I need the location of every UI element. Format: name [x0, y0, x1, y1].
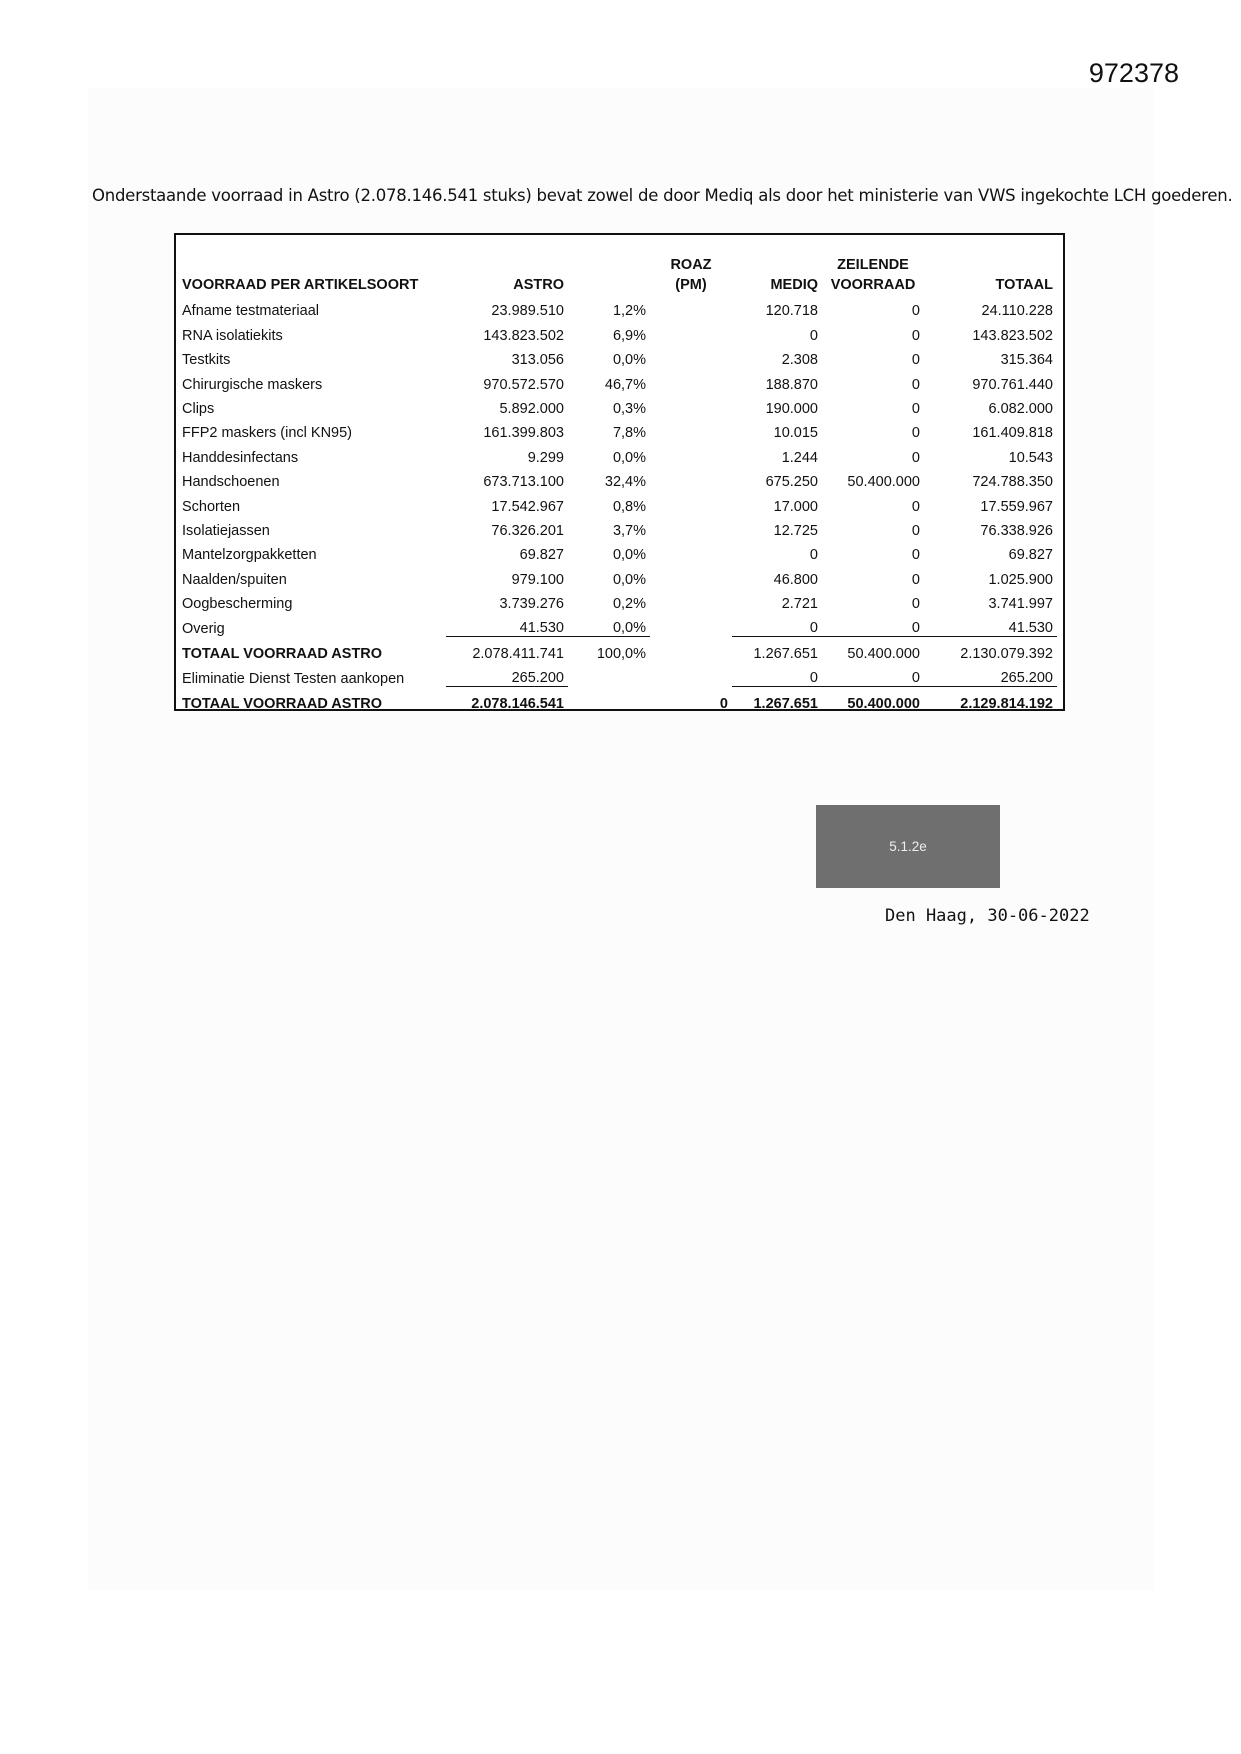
cell-mediq: 190.000 — [765, 400, 818, 417]
cell-pct — [568, 662, 650, 687]
cell-pct: 32,4% — [604, 474, 646, 491]
cell-pct: 46,7% — [604, 376, 646, 393]
cell-astro: 970.572.570 — [483, 376, 564, 393]
cell-mediq: 10.015 — [773, 425, 818, 442]
cell-pct: 0,0% — [612, 449, 646, 466]
cell-astro: 979.100 — [511, 571, 564, 588]
table-row — [178, 515, 1057, 539]
cell-mediq: 1.267.651 — [753, 645, 818, 662]
cell-label: Chirurgische maskers — [182, 376, 323, 393]
cell-label: Oogbescherming — [182, 596, 293, 613]
cell-roaz: 0 — [719, 695, 728, 712]
place-date: Den Haag, 30-06-2022 — [885, 906, 1090, 926]
cell-roaz — [650, 393, 732, 417]
cell-mediq: 2.308 — [781, 352, 818, 369]
document-id: 972378 — [1088, 58, 1179, 88]
table-row — [178, 417, 1057, 441]
cell-zeilende: 0 — [911, 376, 920, 393]
cell-roaz — [650, 344, 732, 368]
table-row — [178, 393, 1057, 417]
header-astro: ASTRO — [513, 277, 564, 293]
cell-zeilende: 50.400.000 — [847, 474, 920, 491]
cell-mediq: 188.870 — [765, 376, 818, 393]
cell-mediq: 0 — [732, 612, 822, 637]
cell-label: Handdesinfectans — [182, 449, 299, 466]
cell-astro: 9.299 — [527, 449, 564, 466]
cell-zeilende: 0 — [911, 352, 920, 369]
cell-roaz — [650, 563, 732, 587]
cell-roaz — [650, 319, 732, 343]
cell-totaal: 69.827 — [1008, 547, 1053, 564]
cell-totaal: 265.200 — [924, 662, 1057, 687]
cell-pct: 0,0% — [612, 547, 646, 564]
cell-zeilende: 0 — [911, 522, 920, 539]
intro-text: Onderstaande voorraad in Astro (2.078.146.541 stuks) bevat zowel de door Mediq als door het ministerie van VWS ingekochte LCH goederen. — [92, 186, 1233, 205]
cell-roaz — [650, 368, 732, 392]
cell-mediq: 1.267.651 — [753, 695, 818, 712]
header-roaz-line2: (PM) — [675, 277, 707, 293]
cell-pct: 7,8% — [612, 425, 646, 442]
cell-zeilende: 0 — [822, 662, 924, 687]
cell-zeilende: 0 — [911, 596, 920, 613]
redaction-code: 5.1.2e — [889, 839, 927, 854]
cell-totaal: 315.364 — [1000, 352, 1053, 369]
table-row — [178, 563, 1057, 587]
inventory-table — [174, 233, 1065, 711]
cell-mediq: 0 — [732, 662, 822, 687]
table-row — [178, 539, 1057, 563]
cell-zeilende: 50.400.000 — [847, 695, 920, 712]
cell-pct: 3,7% — [612, 522, 646, 539]
cell-pct: 0,0% — [568, 612, 650, 637]
cell-label: Overig — [182, 620, 225, 637]
cell-pct: 0,0% — [612, 352, 646, 369]
cell-astro: 2.078.411.741 — [472, 645, 564, 662]
table-row — [178, 295, 1057, 319]
cell-astro: 673.713.100 — [483, 474, 564, 491]
header-mediq: MEDIQ — [770, 277, 818, 293]
cell-astro: 69.827 — [519, 547, 564, 564]
table-row — [178, 344, 1057, 368]
cell-zeilende: 0 — [911, 327, 920, 344]
cell-astro: 2.078.146.541 — [471, 695, 564, 712]
cell-totaal: 724.788.350 — [972, 474, 1053, 491]
cell-mediq: 17.000 — [773, 498, 818, 515]
cell-mediq: 12.725 — [773, 522, 818, 539]
table-row — [178, 368, 1057, 392]
cell-astro: 17.542.967 — [491, 498, 564, 515]
cell-roaz — [650, 441, 732, 465]
cell-roaz — [650, 295, 732, 319]
cell-roaz — [650, 637, 732, 662]
cell-mediq: 1.244 — [781, 449, 818, 466]
cell-zeilende: 0 — [911, 425, 920, 442]
cell-label: Naalden/spuiten — [182, 571, 287, 588]
cell-astro: 5.892.000 — [499, 400, 564, 417]
cell-pct: 0,2% — [612, 596, 646, 613]
header-totaal: TOTAAL — [995, 277, 1053, 293]
cell-zeilende: 0 — [911, 498, 920, 515]
cell-pct: 100,0% — [596, 645, 646, 662]
cell-zeilende: 0 — [822, 612, 924, 637]
cell-mediq: 120.718 — [765, 303, 818, 320]
table-body — [178, 255, 1057, 712]
cell-zeilende: 0 — [911, 547, 920, 564]
subtotal-row — [178, 637, 1057, 662]
header-zeilende-line2: VOORRAAD — [830, 277, 916, 293]
cell-astro: 161.399.803 — [483, 425, 564, 442]
cell-label: Clips — [182, 400, 215, 417]
cell-label: Handschoenen — [182, 474, 280, 491]
table-row — [178, 319, 1057, 343]
cell-roaz — [650, 515, 732, 539]
cell-label: Schorten — [182, 498, 241, 515]
cell-astro: 313.056 — [511, 352, 564, 369]
cell-label: Eliminatie Dienst Testen aankopen — [182, 670, 405, 687]
cell-zeilende: 0 — [911, 303, 920, 320]
cell-label: Isolatiejassen — [182, 522, 270, 539]
cell-totaal: 17.559.967 — [980, 498, 1053, 515]
cell-label: TOTAAL VOORRAAD ASTRO — [182, 645, 383, 662]
cell-totaal: 24.110.228 — [981, 303, 1053, 320]
inventory-grid — [178, 255, 1057, 712]
cell-astro: 3.739.276 — [499, 596, 564, 613]
cell-totaal: 2.130.079.392 — [960, 645, 1053, 662]
total-row — [178, 687, 1057, 712]
cell-label: Testkits — [182, 352, 231, 369]
table-row — [178, 490, 1057, 514]
cell-roaz — [650, 662, 732, 687]
header-roaz — [650, 255, 732, 295]
cell-roaz — [650, 539, 732, 563]
cell-totaal: 76.338.926 — [980, 522, 1053, 539]
cell-roaz — [650, 417, 732, 441]
header-zeilende-line1: ZEILENDE — [837, 257, 909, 273]
cell-zeilende: 0 — [911, 571, 920, 588]
cell-astro: 76.326.201 — [491, 522, 564, 539]
cell-totaal: 143.823.502 — [972, 327, 1053, 344]
cell-pct: 1,2% — [612, 303, 646, 320]
header-pct — [568, 255, 650, 295]
cell-roaz — [650, 466, 732, 490]
redaction-block — [816, 805, 1000, 888]
cell-label: Afname testmateriaal — [182, 303, 320, 320]
table-row — [178, 612, 1057, 637]
cell-totaal: 41.530 — [924, 612, 1057, 637]
cell-totaal: 970.761.440 — [972, 376, 1053, 393]
cell-totaal: 6.082.000 — [988, 400, 1053, 417]
header-roaz-line1: ROAZ — [670, 257, 712, 273]
cell-totaal: 1.025.900 — [988, 571, 1053, 588]
cell-label: TOTAAL VOORRAAD ASTRO — [182, 695, 383, 712]
cell-mediq: 675.250 — [765, 474, 818, 491]
table-row — [178, 588, 1057, 612]
cell-pct — [568, 687, 650, 712]
table-row — [178, 441, 1057, 465]
cell-astro: 143.823.502 — [483, 327, 564, 344]
cell-roaz — [650, 588, 732, 612]
cell-pct: 0,8% — [612, 498, 646, 515]
cell-totaal: 3.741.997 — [988, 596, 1053, 613]
cell-label: RNA isolatiekits — [182, 327, 283, 344]
cell-mediq: 0 — [809, 547, 818, 564]
cell-mediq: 2.721 — [781, 596, 818, 613]
table-header-row — [178, 255, 1057, 295]
cell-pct: 6,9% — [612, 327, 646, 344]
cell-zeilende: 50.400.000 — [847, 645, 920, 662]
cell-mediq: 46.800 — [773, 571, 818, 588]
header-zeilende — [822, 255, 924, 295]
table-row — [178, 466, 1057, 490]
cell-astro: 23.989.510 — [491, 303, 564, 320]
cell-totaal: 161.409.818 — [972, 425, 1053, 442]
cell-astro: 41.530 — [446, 612, 568, 637]
cell-zeilende: 0 — [911, 400, 920, 417]
cell-totaal: 2.129.814.192 — [960, 695, 1053, 712]
cell-label: FFP2 maskers (incl KN95) — [182, 425, 353, 442]
cell-pct: 0,0% — [612, 571, 646, 588]
header-label: VOORRAAD PER ARTIKELSOORT — [182, 277, 419, 293]
cell-label: Mantelzorgpakketten — [182, 547, 317, 564]
elimination-row — [178, 662, 1057, 687]
cell-mediq: 0 — [809, 327, 818, 344]
cell-totaal: 10.543 — [1008, 449, 1053, 466]
cell-astro: 265.200 — [446, 662, 568, 687]
cell-roaz — [650, 612, 732, 637]
cell-zeilende: 0 — [911, 449, 920, 466]
cell-roaz — [650, 490, 732, 514]
cell-pct: 0,3% — [612, 400, 646, 417]
